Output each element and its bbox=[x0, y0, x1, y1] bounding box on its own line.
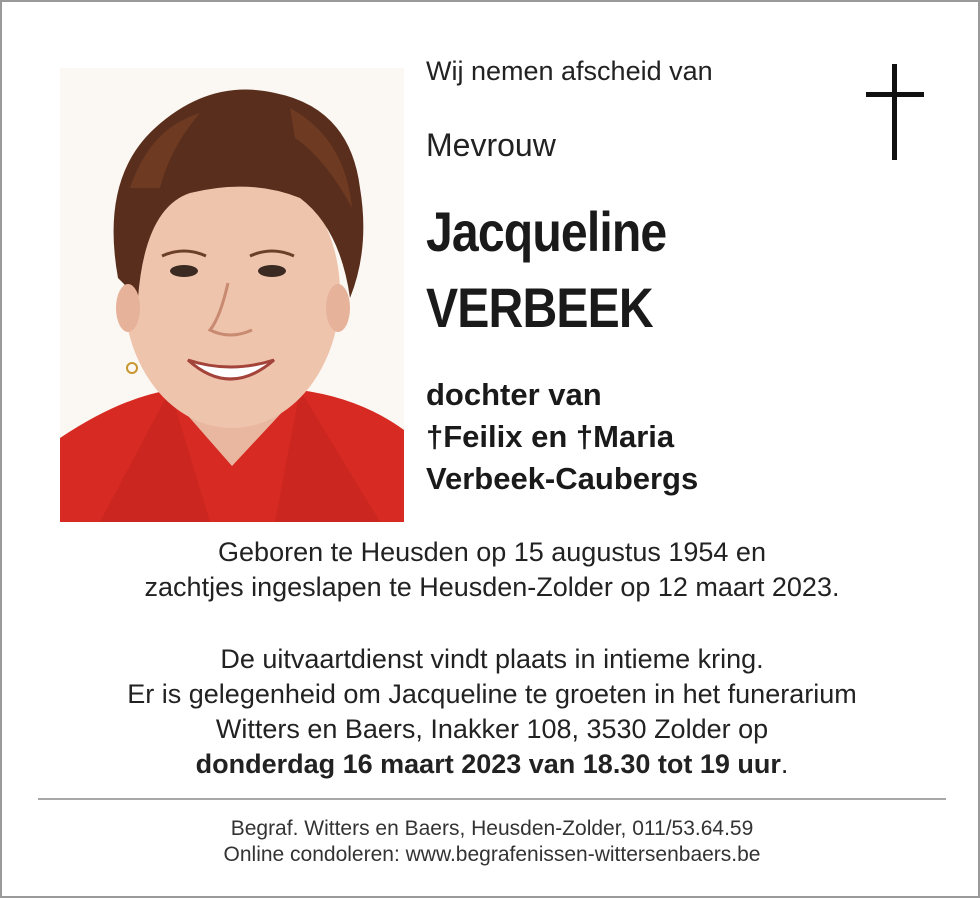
parents-line: Verbeek-Caubergs bbox=[426, 461, 699, 496]
service-line: Witters en Baers, Inakker 108, 3530 Zolder op bbox=[215, 714, 769, 744]
service-text bbox=[2, 642, 980, 782]
parents-block bbox=[426, 374, 698, 500]
birth-line: Geboren te Heusden op 15 augustus 1954 en bbox=[218, 537, 766, 567]
death-line: zachtjes ingeslapen te Heusden-Zolder op 12 maart 2023. bbox=[144, 572, 840, 602]
last-name: VERBEEK bbox=[426, 276, 653, 339]
latin-cross-icon bbox=[866, 64, 924, 162]
service-date: donderdag 16 maart 2023 van 18.30 tot 19 uur bbox=[195, 749, 781, 779]
divider bbox=[38, 798, 946, 800]
online-condolence: Online condoleren: www.begrafenissen-wittersenbaers.be bbox=[223, 843, 761, 866]
service-line: Er is gelegenheid om Jacqueline te groeten in het funerarium bbox=[127, 679, 857, 709]
deceased-name bbox=[426, 194, 666, 346]
funeral-home-contact: Begraf. Witters en Baers, Heusden-Zolder, 011/53.64.59 bbox=[230, 817, 754, 840]
parents-line: dochter van bbox=[426, 377, 602, 412]
service-date-end: . bbox=[780, 749, 789, 779]
parents-line: †Feilix en †Maria bbox=[426, 419, 675, 454]
footer bbox=[2, 816, 980, 868]
service-line: De uitvaartdienst vindt plaats in intieme kring. bbox=[220, 644, 764, 674]
salutation: Mevrouw bbox=[426, 127, 556, 163]
birth-death-text bbox=[2, 535, 980, 605]
service-date-line bbox=[2, 747, 980, 782]
first-name: Jacqueline bbox=[426, 200, 667, 263]
intro-text: Wij nemen afscheid van bbox=[426, 56, 713, 86]
portrait-photo bbox=[60, 68, 404, 522]
